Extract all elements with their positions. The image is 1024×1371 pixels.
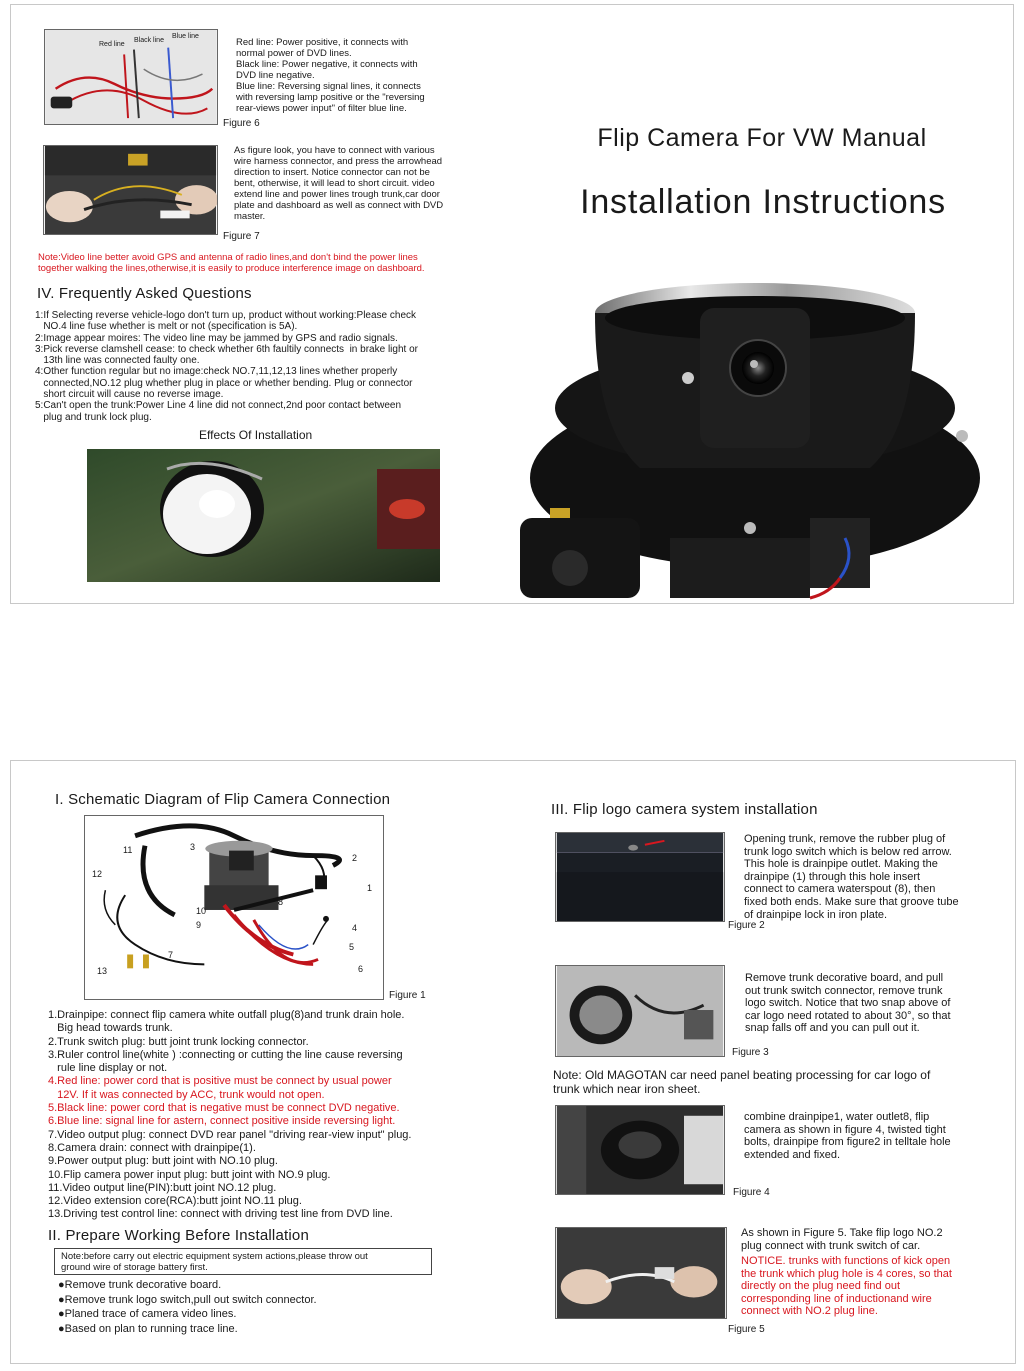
bullet-dot-icon: ● bbox=[58, 1279, 65, 1291]
fig5-description: As shown in Figure 5. Take flip logo NO.2 plug connect with trunk switch of car. bbox=[741, 1227, 943, 1252]
fig6-caption: Figure 6 bbox=[223, 118, 260, 129]
legend-item: 12.Video extension core(RCA):butt joint NO.11 plug. bbox=[48, 1195, 302, 1208]
prepare-bullet-list bbox=[58, 1278, 438, 1337]
fig1-callout-9: 9 bbox=[196, 920, 202, 930]
figure-5-photo bbox=[555, 1227, 727, 1319]
bullet-item: ●Remove trunk decorative board. bbox=[58, 1279, 222, 1291]
section-2-title: II. Prepare Working Before Installation bbox=[48, 1227, 309, 1244]
faq-item: 5:Can't open the trunk:Power Line 4 line did not connect,2nd poor contact between plug and trunk lock plug. bbox=[35, 400, 402, 423]
fig4-description: combine drainpipe1, water outlet8, flip camera as shown in figure 4, twisted tight bolts, drainpipe from figure2 in telltale hole extended and fixed. bbox=[744, 1111, 951, 1161]
section-1-title: I. Schematic Diagram of Flip Camera Connection bbox=[55, 791, 391, 808]
legend-item: 10.Flip camera power input plug: butt joint with NO.9 plug. bbox=[48, 1168, 331, 1181]
fig7-caption: Figure 7 bbox=[223, 231, 260, 242]
fig1-callout-7: 7 bbox=[168, 950, 174, 960]
bullet-item: ●Planed trace of camera video lines. bbox=[58, 1308, 237, 1321]
fig3-description: Remove trunk decorative board, and pull out trunk switch connector, remove trunk logo switch. Notice that two snap above of car logo need rotated to about 30°, so that snap falls off and you can pull out it. bbox=[745, 972, 951, 1035]
bullet-item: ●Based on plan to running trace line. bbox=[58, 1323, 238, 1336]
manual-title: Flip Camera For VW Manual bbox=[597, 124, 927, 152]
faq-list bbox=[35, 310, 495, 423]
schematic-legend-list bbox=[48, 1009, 518, 1222]
figure-4-photo bbox=[555, 1105, 725, 1195]
fig6-description: Red line: Power positive, it connects with normal power of DVD lines. Black line: Power negative, it connects with DVD line negative. Blue line: Reversing signal lines, it connects with reversing lamp positive or the "reversing rear-views power input" of filter blue line. bbox=[236, 37, 425, 114]
bullet-item: ●Remove trunk logo switch,pull out switch connector. bbox=[58, 1293, 317, 1306]
figure-1-schematic bbox=[84, 815, 384, 1000]
faq-title: IV. Frequently Asked Questions bbox=[37, 285, 252, 302]
fig1-callout-8: 8 bbox=[278, 897, 284, 907]
effects-title: Effects Of Installation bbox=[199, 428, 313, 442]
fig1-callout-2: 2 bbox=[352, 853, 358, 863]
magotan-note: Note: Old MAGOTAN car need panel beating processing for car logo of trunk which near iron sheet. bbox=[553, 1068, 931, 1096]
figure-6-photo bbox=[44, 29, 218, 125]
fig1-callout-3: 3 bbox=[190, 842, 196, 852]
section-3-title: III. Flip logo camera system installation bbox=[551, 801, 818, 818]
fig1-callout-1: 1 bbox=[367, 883, 373, 893]
fig3-caption: Figure 3 bbox=[732, 1047, 769, 1058]
fig6-label-black: Black line bbox=[134, 37, 164, 44]
fig6-label-blue: Blue line bbox=[172, 33, 199, 40]
fig1-callout-6: 6 bbox=[358, 964, 364, 974]
fig6-label-red: Red line bbox=[99, 41, 125, 48]
fig1-callout-5: 5 bbox=[349, 942, 355, 952]
installation-title: Installation Instructions bbox=[580, 183, 946, 221]
legend-item: 1.Drainpipe: connect flip camera white outfall plug(8)and trunk drain hole. Big head towards trunk. bbox=[48, 1009, 405, 1035]
legend-item: 8.Camera drain: connect with drainpipe(1). bbox=[48, 1141, 256, 1154]
figure-3-photo bbox=[555, 965, 725, 1057]
fig2-caption: Figure 2 bbox=[728, 920, 765, 931]
legend-item: 11.Video output line(PIN):butt joint NO.12 plug. bbox=[48, 1181, 277, 1194]
fig1-callout-13: 13 bbox=[97, 966, 108, 976]
effects-photo bbox=[87, 449, 440, 582]
bullet-dot-icon: ● bbox=[58, 1308, 65, 1321]
faq-item: 2:Image appear moires: The video line may be jammed by GPS and radio signals. bbox=[35, 332, 398, 344]
flip-camera-product-image bbox=[510, 268, 1000, 608]
legend-item: 3.Ruler control line(white ) :connecting or cutting the line cause reversing rule line display or not. bbox=[48, 1048, 403, 1075]
fig5-notice: NOTICE. trunks with functions of kick open the trunk which plug hole is 4 cores, so that directly on the plug need find out corresponding line of inductionand wire connect with NO.2 plug line. bbox=[741, 1255, 952, 1318]
legend-item: 2.Trunk switch plug: butt joint trunk locking connector. bbox=[48, 1035, 309, 1048]
faq-item: 3:Pick reverse clamshell cease: to check whether 6th faultily connects in brake light or 13th line was connected faulty one. bbox=[35, 343, 418, 367]
legend-item: 4.Red line: power cord that is positive must be connect by usual power 12V. If it was connected by ACC, trunk would not open. bbox=[48, 1075, 392, 1101]
fig5-caption: Figure 5 bbox=[728, 1324, 765, 1335]
fig1-callout-12: 12 bbox=[92, 869, 103, 879]
faq-item: 4:Other function regular but no image:check NO.7,11,12,13 lines whether properly connected,NO.12 plug whether plug in place or whether bending. Plug or connector short circuit will cause no reverse image. bbox=[35, 366, 413, 401]
legend-item: 13.Driving test control line: connect with driving test line from DVD line. bbox=[48, 1208, 393, 1221]
fig7-description: As figure look, you have to connect with various wire harness connector, and press the arrowhead direction to insert. Notice connector can not be bent, otherwise, it will lead to short circuit. video extend line and power lines trough trunk,car door plate and dashboard as well as connect with DVD master. bbox=[234, 145, 444, 222]
fig1-callout-4: 4 bbox=[352, 923, 358, 933]
legend-item: 9.Power output plug: butt joint with NO.10 plug. bbox=[48, 1155, 278, 1168]
legend-item: 5.Black line: power cord that is negative must be connect DVD negative. bbox=[48, 1102, 400, 1115]
fig4-caption: Figure 4 bbox=[733, 1187, 770, 1198]
legend-item: 6.Blue line: signal line for astern, connect positive inside reversing light. bbox=[48, 1115, 396, 1128]
fig1-callout-11: 11 bbox=[123, 845, 133, 855]
faq-item: 1:If Selecting reverse vehicle-logo don't turn up, product without working:Please check NO.4 line fuse whether is melt or not (specification is 5A). bbox=[35, 310, 417, 333]
bullet-dot-icon: ● bbox=[58, 1323, 65, 1336]
legend-item: 7.Video output plug: connect DVD rear panel "driving rear-view input" plug. bbox=[48, 1128, 412, 1141]
video-line-note: Note:Video line better avoid GPS and antenna of radio lines,and don't bind the power lines together walking the lines,otherwise,it is easily to produce interference image on dashboard. bbox=[38, 252, 425, 274]
fig1-callout-10: 10 bbox=[196, 906, 207, 916]
bullet-dot-icon: ● bbox=[58, 1293, 65, 1306]
fig2-description: Opening trunk, remove the rubber plug of trunk logo switch which is below red arrow. This hole is drainpipe outlet. Making the drainpipe (1) through this hole insert connect to camera waterspout (8), then fixed both ends. Make sure that groove tube of drainpipe lock in iron plate. bbox=[744, 833, 959, 921]
figure-7-photo bbox=[43, 145, 218, 235]
fig1-caption: Figure 1 bbox=[389, 990, 426, 1001]
figure-2-photo bbox=[555, 832, 725, 922]
battery-note-box: Note:before carry out electric equipment system actions,please throw out ground wire of storage battery first. bbox=[54, 1248, 432, 1275]
